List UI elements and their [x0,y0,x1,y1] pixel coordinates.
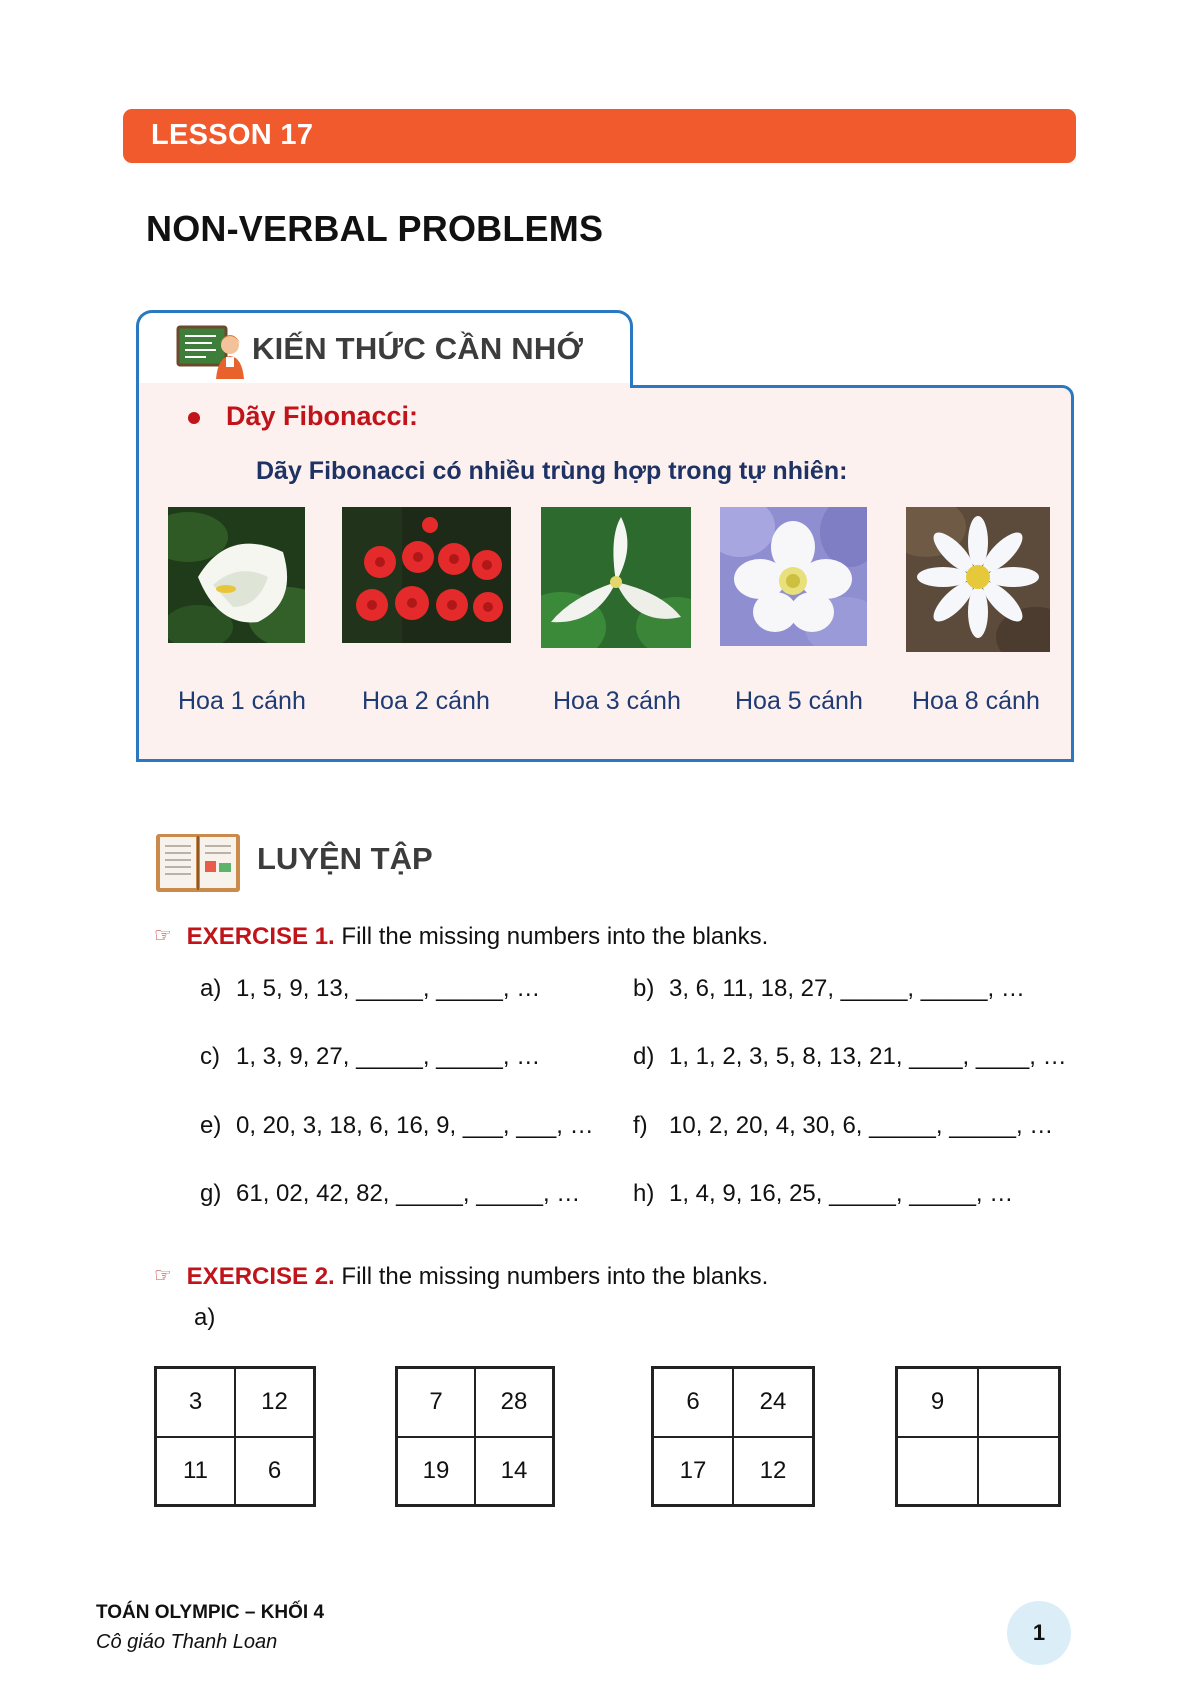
grid-cell: 14 [475,1437,553,1506]
grid-cell: 6 [653,1368,733,1437]
grid-cell: 9 [897,1368,978,1437]
flower-caption-2: Hoa 2 cánh [362,687,490,715]
grid-cell: 11 [156,1437,235,1506]
flower-image-1 [168,507,305,643]
knowledge-tab-join [139,383,630,388]
number-grid-4 [895,1366,1061,1507]
flower-image-3 [541,507,691,648]
exercise-1-item-a: a) 1, 5, 9, 13, _____, _____, … [200,975,541,1002]
page-title: NON-VERBAL PROBLEMS [146,208,604,249]
exercise-2-instruction: Fill the missing numbers into the blanks. [341,1263,769,1290]
open-book-icon [155,832,241,894]
lesson-label: LESSON 17 [151,119,314,151]
grid-cell: 12 [733,1437,813,1506]
exercise-2-heading [154,1263,768,1291]
flower-image-5 [906,507,1050,652]
exercise-2-label: EXERCISE 2. [186,1263,335,1290]
grid-cell: 3 [156,1368,235,1437]
exercise-1-item-f: f) 10, 2, 20, 4, 30, 6, _____, _____, … [633,1112,1054,1139]
grid-cell-blank[interactable] [978,1437,1059,1506]
bullet-dot [188,412,200,424]
fibonacci-description: Dãy Fibonacci có nhiều trùng hợp trong tự nhiên: [256,457,848,485]
grid-cell: 12 [235,1368,314,1437]
grid-cell: 24 [733,1368,813,1437]
exercise-1-item-d: d) 1, 1, 2, 3, 5, 8, 13, 21, ____, ____, … [633,1043,1067,1070]
grid-cell: 6 [235,1437,314,1506]
footer-teacher: Cô giáo Thanh Loan [96,1631,278,1653]
grid-cell-blank[interactable] [978,1368,1059,1437]
footer-course: TOÁN OLYMPIC – KHỐI 4 [96,1602,325,1623]
exercise-1-item-g: g) 61, 02, 42, 82, _____, _____, … [200,1180,581,1207]
exercise-1-item-h: h) 1, 4, 9, 16, 25, _____, _____, … [633,1180,1014,1207]
grid-cell: 7 [397,1368,475,1437]
exercise-1-instruction: Fill the missing numbers into the blanks. [341,923,769,950]
grid-cell: 17 [653,1437,733,1506]
practice-heading: LUYỆN TẬP [257,841,433,876]
exercise-2-part-a: a) [194,1304,216,1331]
exercise-1-item-e: e) 0, 20, 3, 18, 6, 16, 9, ___, ___, … [200,1112,594,1139]
number-grid-2 [395,1366,555,1507]
number-grid-3 [651,1366,815,1507]
pointing-hand-icon: ☞ [154,1265,172,1287]
flower-caption-4: Hoa 5 cánh [735,687,863,715]
flower-caption-3: Hoa 3 cánh [553,687,681,715]
grid-cell-blank[interactable] [897,1437,978,1506]
page-number: 1 [1007,1601,1071,1665]
knowledge-heading: KIẾN THỨC CẦN NHỚ [252,331,584,366]
exercise-1-item-c: c) 1, 3, 9, 27, _____, _____, … [200,1043,541,1070]
flower-caption-1: Hoa 1 cánh [178,687,306,715]
exercise-1-heading [154,923,768,951]
pointing-hand-icon: ☞ [154,925,172,947]
grid-cell: 28 [475,1368,553,1437]
number-grid-1 [154,1366,316,1507]
grid-cell: 19 [397,1437,475,1506]
fibonacci-title: Dãy Fibonacci: [226,401,419,431]
flower-caption-5: Hoa 8 cánh [912,687,1040,715]
exercise-1-item-b: b) 3, 6, 11, 18, 27, _____, _____, … [633,975,1025,1002]
teacher-blackboard-icon [176,323,246,379]
exercise-1-label: EXERCISE 1. [186,923,335,950]
flower-image-4 [720,507,867,646]
flower-image-2 [342,507,511,643]
lesson-banner [123,109,1076,163]
